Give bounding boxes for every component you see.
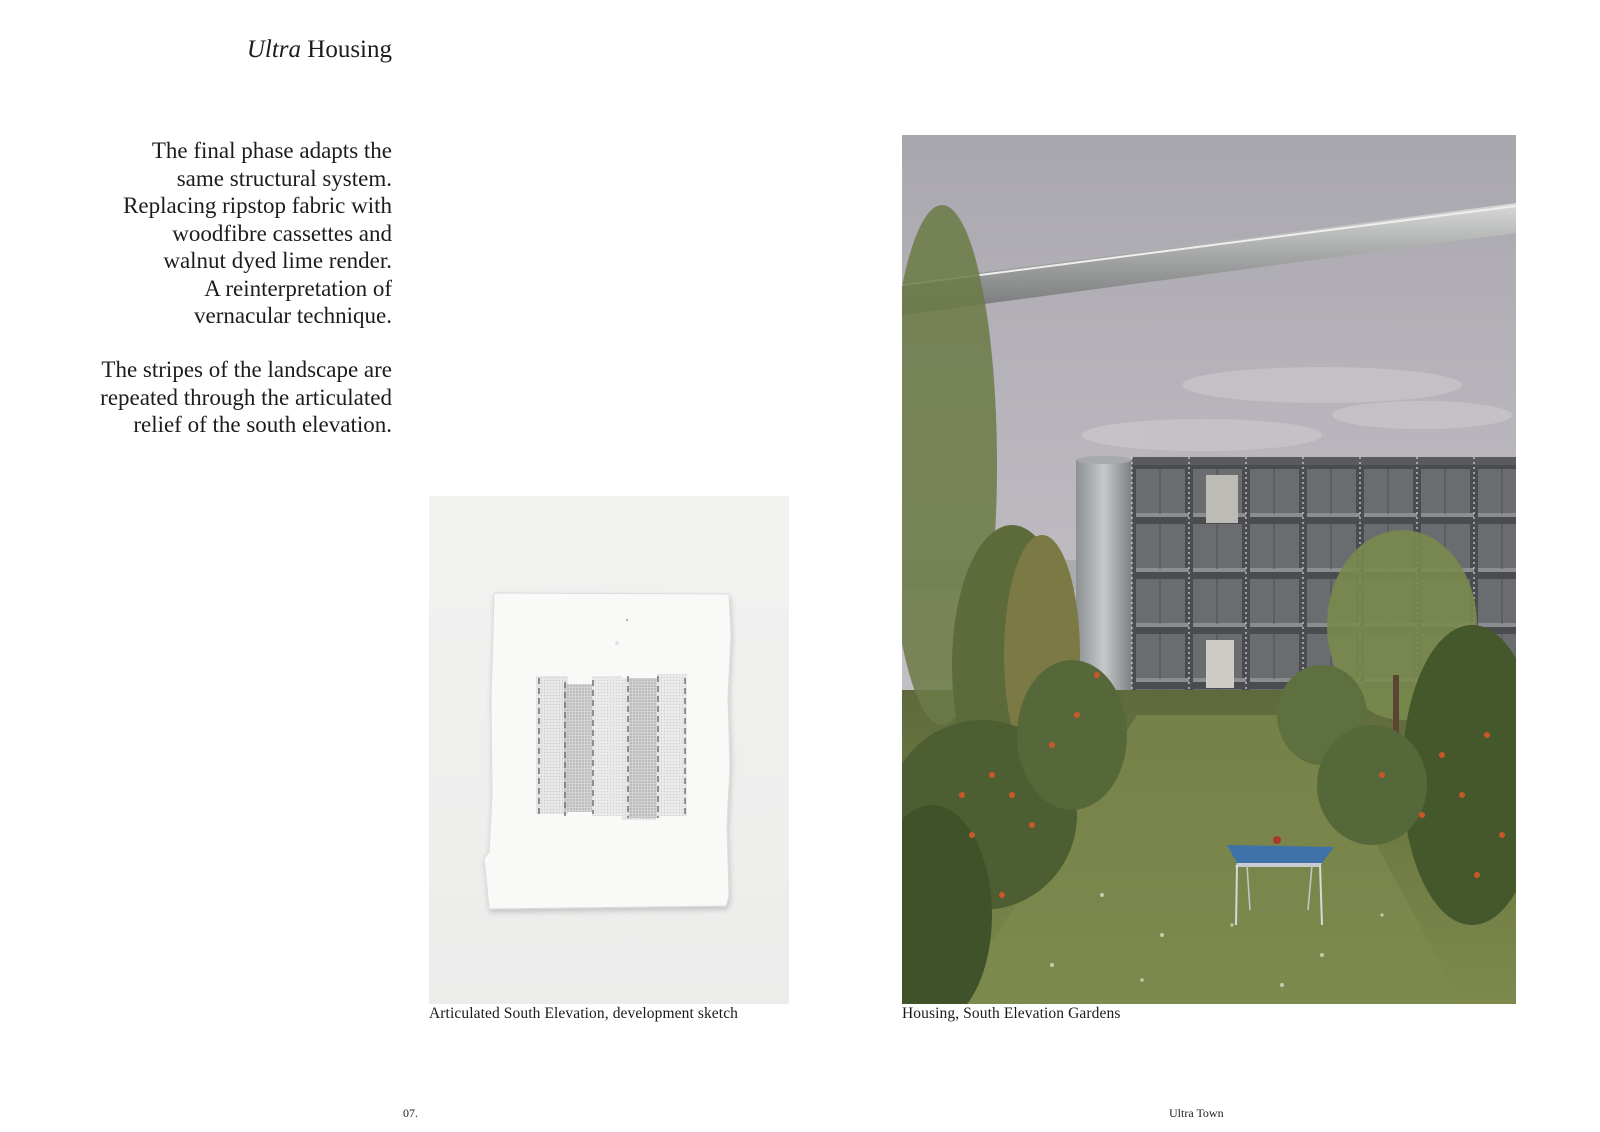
paragraph-line: vernacular technique. [194,303,392,328]
paragraph-line: walnut dyed lime render. [163,248,392,273]
page-title [247,34,392,66]
paragraph-line: Replacing ripstop fabric with [123,193,392,218]
page-number: 07. [403,1106,418,1120]
render-image [902,135,1516,1004]
page-title-plain: Housing [301,36,392,63]
running-title: Ultra Town [1169,1106,1224,1120]
sketch-caption: Articulated South Elevation, development sketch [429,1005,739,1022]
paragraph-line: same structural system. [176,165,392,191]
page-title-italic: Ultra [246,36,302,63]
sketch-image [429,496,789,1004]
paragraph-line: relief of the south elevation. [133,412,392,437]
paragraph-line: A reinterpretation of [204,275,392,301]
paragraph-line: The stripes of the landscape are [101,357,392,382]
body-paragraph-1 [12,137,392,330]
body-paragraph-2 [12,356,392,439]
paragraph-line: The final phase adapts the [151,138,392,163]
paragraph-line: woodfibre cassettes and [172,220,392,246]
paragraph-line: repeated through the articulated [100,384,392,410]
render-caption: Housing, South Elevation Gardens [902,1005,1121,1022]
